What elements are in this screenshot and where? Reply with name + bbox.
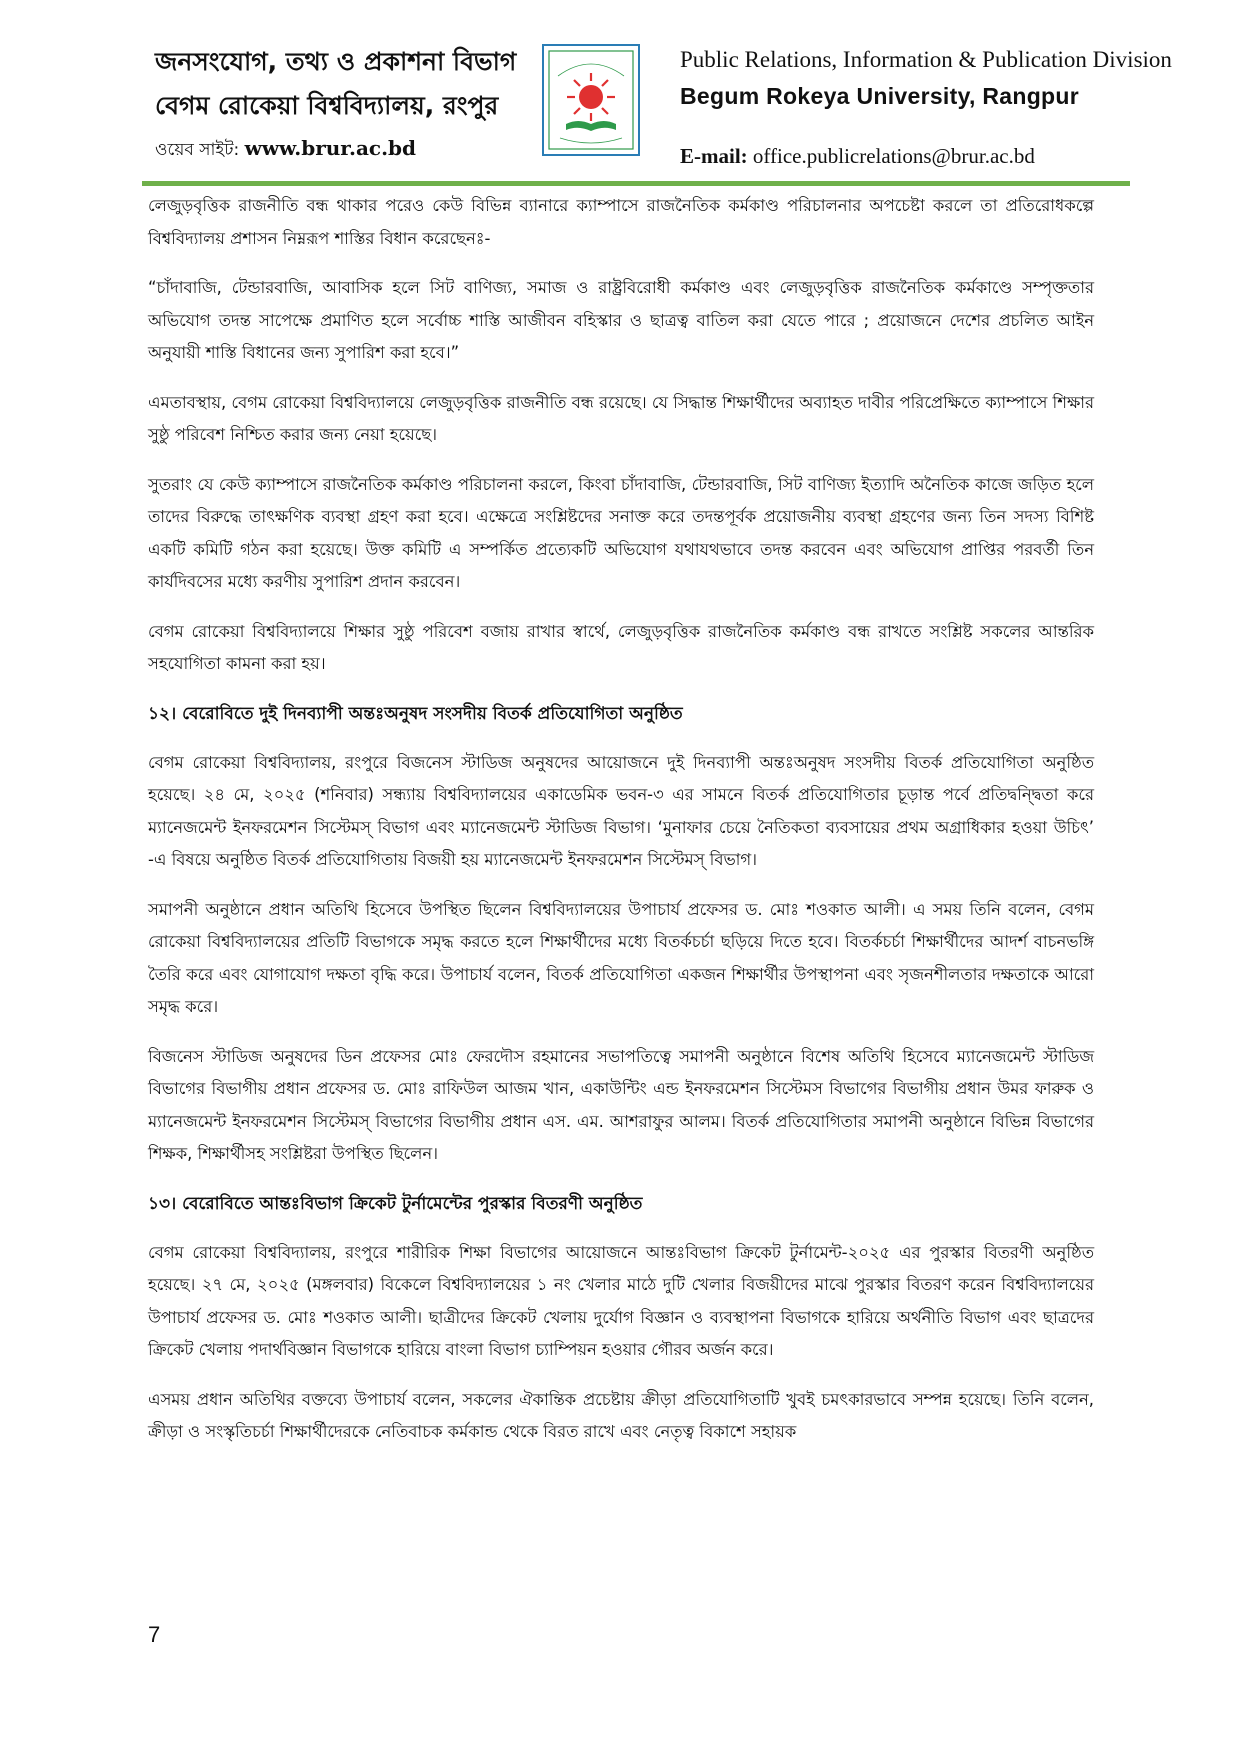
division-name-english: Public Relations, Information & Publication Division (680, 47, 1172, 72)
email-address[interactable]: office.publicrelations@brur.ac.bd (752, 144, 1035, 168)
paragraph: লেজুড়বৃত্তিক রাজনীতি বন্ধ থাকার পরেও কেউ বিভিন্ন ব্যানারে ক্যাম্পাসে রাজনৈতিক কর্মকাণ্ড পরিচালনার অপচেষ্টা করলে তা প্রতিরোধকল্পে বিশ্ববিদ্যালয় প্রশাসন নিম্নরূপ শাস্তির বিধান করেছেনঃ- (148, 196, 1094, 248)
university-name-bangla: বেগম রোকেয়া বিশ্ববিদ্যালয়, রংপুর (155, 91, 499, 120)
quoted-paragraph: “চাঁদাবাজি, টেন্ডারবাজি, আবাসিক হলে সিট বাণিজ্য, সমাজ ও রাষ্ট্রবিরোধী কর্মকাণ্ড এবং লেজুড়বৃত্তিক রাজনৈতিক কর্মকাণ্ডে সম্পৃক্ততার অভিযোগ তদন্ত সাপেক্ষে প্রমাণিত হলে সর্বোচ্চ শাস্তি আজীবন বহিস্কার ও ছাত্রত্ব বাতিল করা যেতে পারে ; প্রয়োজনে দেশের প্রচলিত আইন অনুযায়ী শাস্তি বিধানের জন্য সুপারিশ করা হবে।” (148, 278, 1094, 362)
paragraph: বেগম রোকেয়া বিশ্ববিদ্যালয়ে শিক্ষার সুষ্ঠু পরিবেশ বজায় রাখার স্বার্থে, লেজুড়বৃত্তিক রাজনৈতিক কর্মকাণ্ড বন্ধ রাখতে সংশ্লিষ্ট সকলের আন্তরিক সহযোগিতা কামনা করা হয়। (148, 621, 1094, 673)
document-body (148, 190, 1094, 1466)
letterhead-english-block (680, 42, 1172, 176)
website-link[interactable]: www.brur.ac.bd (244, 136, 417, 160)
header-divider (142, 181, 1130, 186)
section-heading-13: ১৩। বেরোবিতে আন্তঃবিভাগ ক্রিকেট টুর্নামেন্টের পুরস্কার বিতরণী অনুষ্ঠিত (148, 1193, 643, 1214)
paragraph: বেগম রোকেয়া বিশ্ববিদ্যালয়, রংপুরে বিজনেস স্টাডিজ অনুষদের আয়োজনে দুই দিনব্যাপী অন্তঃঅনুষদ সংসদীয় বিতর্ক প্রতিযোগিতা অনুষ্ঠিত হয়েছে। ২৪ মে, ২০২৫ (শনিবার) সন্ধ্যায় বিশ্ববিদ্যালয়ের একাডেমিক ভবন-৩ এর সামনে বিতর্ক প্রতিযোগিতার চূড়ান্ত পর্বে প্রতিদ্বন্দ্বিতা করে ম্যানেজমেন্ট ইনফরমেশন সিস্টেমস্ বিভাগ এবং ম্যানেজমেন্ট স্টাডিজ বিভাগ। ‘মুনাফার চেয়ে নৈতিকতা ব্যবসায়ের প্রথম অগ্রাধিকার হওয়া উচিৎ’ -এ বিষয়ে অনুষ্ঠিত বিতর্ক প্রতিযোগিতায় বিজয়ী হয় ম্যানেজমেন্ট ইনফরমেশন সিস্টেমস্ বিভাগ। (148, 752, 1094, 869)
website-label: ওয়েব সাইট: (155, 140, 240, 160)
section-heading-12: ১২। বেরোবিতে দুই দিনব্যাপী অন্তঃঅনুষদ সংসদীয় বিতর্ক প্রতিযোগিতা অনুষ্ঠিত (148, 703, 683, 724)
paragraph: এসময় প্রধান অতিথির বক্তব্যে উপাচার্য বলেন, সকলের ঐকান্তিক প্রচেষ্টায় ক্রীড়া প্রতিযোগিতাটি খুবই চমৎকারভাবে সম্পন্ন হয়েছে। তিনি বলেন, ক্রীড়া ও সংস্কৃতিচর্চা শিক্ষার্থীদেরকে নেতিবাচক কর্মকান্ড থেকে বিরত রাখে এবং নেতৃত্ব বিকাশে সহায়ক (148, 1389, 1094, 1441)
paragraph: সমাপনী অনুষ্ঠানে প্রধান অতিথি হিসেবে উপস্থিত ছিলেন বিশ্ববিদ্যালয়ের উপাচার্য প্রফেসর ড. মোঃ শওকাত আলী। এ সময় তিনি বলেন, বেগম রোকেয়া বিশ্ববিদ্যালয়ের প্রতিটি বিভাগকে সমৃদ্ধ করতে হলে শিক্ষার্থীদের মধ্যে বিতর্কচর্চা ছড়িয়ে দিতে হবে। বিতর্কচর্চা শিক্ষার্থীদের আদর্শ বাচনভঙ্গি তৈরি করে এবং যোগাযোগ দক্ষতা বৃদ্ধি করে। উপাচার্য বলেন, বিতর্ক প্রতিযোগিতা একজন শিক্ষার্থীর উপস্থাপনা এবং সৃজনশীলতার দক্ষতাকে আরো সমৃদ্ধ করে। (148, 899, 1094, 1016)
university-name-english: Begum Rokeya University, Rangpur (680, 83, 1079, 109)
paragraph: বিজনেস স্টাডিজ অনুষদের ডিন প্রফেসর মোঃ ফেরদৌস রহমানের সভাপতিত্বে সমাপনী অনুষ্ঠানে বিশেষ অতিথি হিসেবে ম্যানেজমেন্ট স্টাডিজ বিভাগের বিভাগীয় প্রধান প্রফেসর ড. মোঃ রাফিউল আজম খান, একাউন্টিং এন্ড ইনফরমেশন সিস্টেমস বিভাগের বিভাগীয় প্রধান উমর ফারুক ও ম্যানেজমেন্ট ইনফরমেশন সিস্টেমস্ বিভাগের বিভাগীয় প্রধান এস. এম. আশরাফুর আলম। বিতর্ক প্রতিযোগিতার সমাপনী অনুষ্ঠানে বিভিন্ন বিভাগের শিক্ষক, শিক্ষার্থীসহ সংশ্লিষ্টরা উপস্থিত ছিলেন। (148, 1046, 1094, 1163)
page-number: 7 (148, 1622, 161, 1647)
division-name-bangla: জনসংযোগ, তথ্য ও প্রকাশনা বিভাগ (155, 47, 517, 76)
university-logo (542, 44, 640, 156)
email-label: E-mail: (680, 144, 748, 168)
paragraph: বেগম রোকেয়া বিশ্ববিদ্যালয়, রংপুরে শারীরিক শিক্ষা বিভাগের আয়োজনে আন্তঃবিভাগ ক্রিকেট টুর্নামেন্ট-২০২৫ এর পুরস্কার বিতরণী অনুষ্ঠিত হয়েছে। ২৭ মে, ২০২৫ (মঙ্গলবার) বিকেলে বিশ্ববিদ্যালয়ের ১ নং খেলার মাঠে দুটি খেলার বিজয়ীদের মাঝে পুরস্কার বিতরণ করেন বিশ্ববিদ্যালয়ের উপাচার্য প্রফেসর ড. মোঃ শওকাত আলী। ছাত্রীদের ক্রিকেট খেলায় দুর্যোগ বিজ্ঞান ও ব্যবস্থাপনা বিভাগকে হারিয়ে অর্থনীতি বিভাগ এবং ছাত্রদের ক্রিকেট খেলায় পদার্থবিজ্ঞান বিভাগকে হারিয়ে বাংলা বিভাগ চ্যাম্পিয়ন হওয়ার গৌরব অর্জন করে। (148, 1242, 1094, 1359)
website-line (155, 130, 535, 168)
paragraph: সুতরাং যে কেউ ক্যাম্পাসে রাজনৈতিক কর্মকাণ্ড পরিচালনা করলে, কিংবা চাঁদাবাজি, টেন্ডারবাজি, সিট বাণিজ্য ইত্যাদি অনৈতিক কাজে জড়িত হলে তাদের বিরুদ্ধে তাৎক্ষণিক ব্যবস্থা গ্রহণ করা হবে। এক্ষেত্রে সংশ্লিষ্টদের সনাক্ত করে তদন্তপূর্বক প্রয়োজনীয় ব্যবস্থা গ্রহণের জন্য তিন সদস্য বিশিষ্ট একটি কমিটি গঠন করা হয়েছে। উক্ত কমিটি এ সম্পর্কিত প্রত্যেকটি অভিযোগ যথাযথভাবে তদন্ত করবেন এবং অভিযোগ প্রাপ্তির পরবর্তী তিন কার্যদিবসের মধ্যে করণীয় সুপারিশ প্রদান করবেন। (148, 474, 1094, 591)
logo-emblem (544, 46, 638, 154)
paragraph: এমতাবস্থায়, বেগম রোকেয়া বিশ্ববিদ্যালয়ে লেজুড়বৃত্তিক রাজনীতি বন্ধ রয়েছে। যে সিদ্ধান্ত শিক্ষার্থীদের অব্যাহত দাবীর পরিপ্রেক্ষিতে ক্যাম্পাসে শিক্ষার সুষ্ঠু পরিবেশ নিশ্চিত করার জন্য নেয়া হয়েছে। (148, 392, 1094, 444)
letterhead (0, 0, 1240, 190)
email-line (680, 136, 1140, 176)
letterhead-bangla-block (155, 42, 535, 168)
